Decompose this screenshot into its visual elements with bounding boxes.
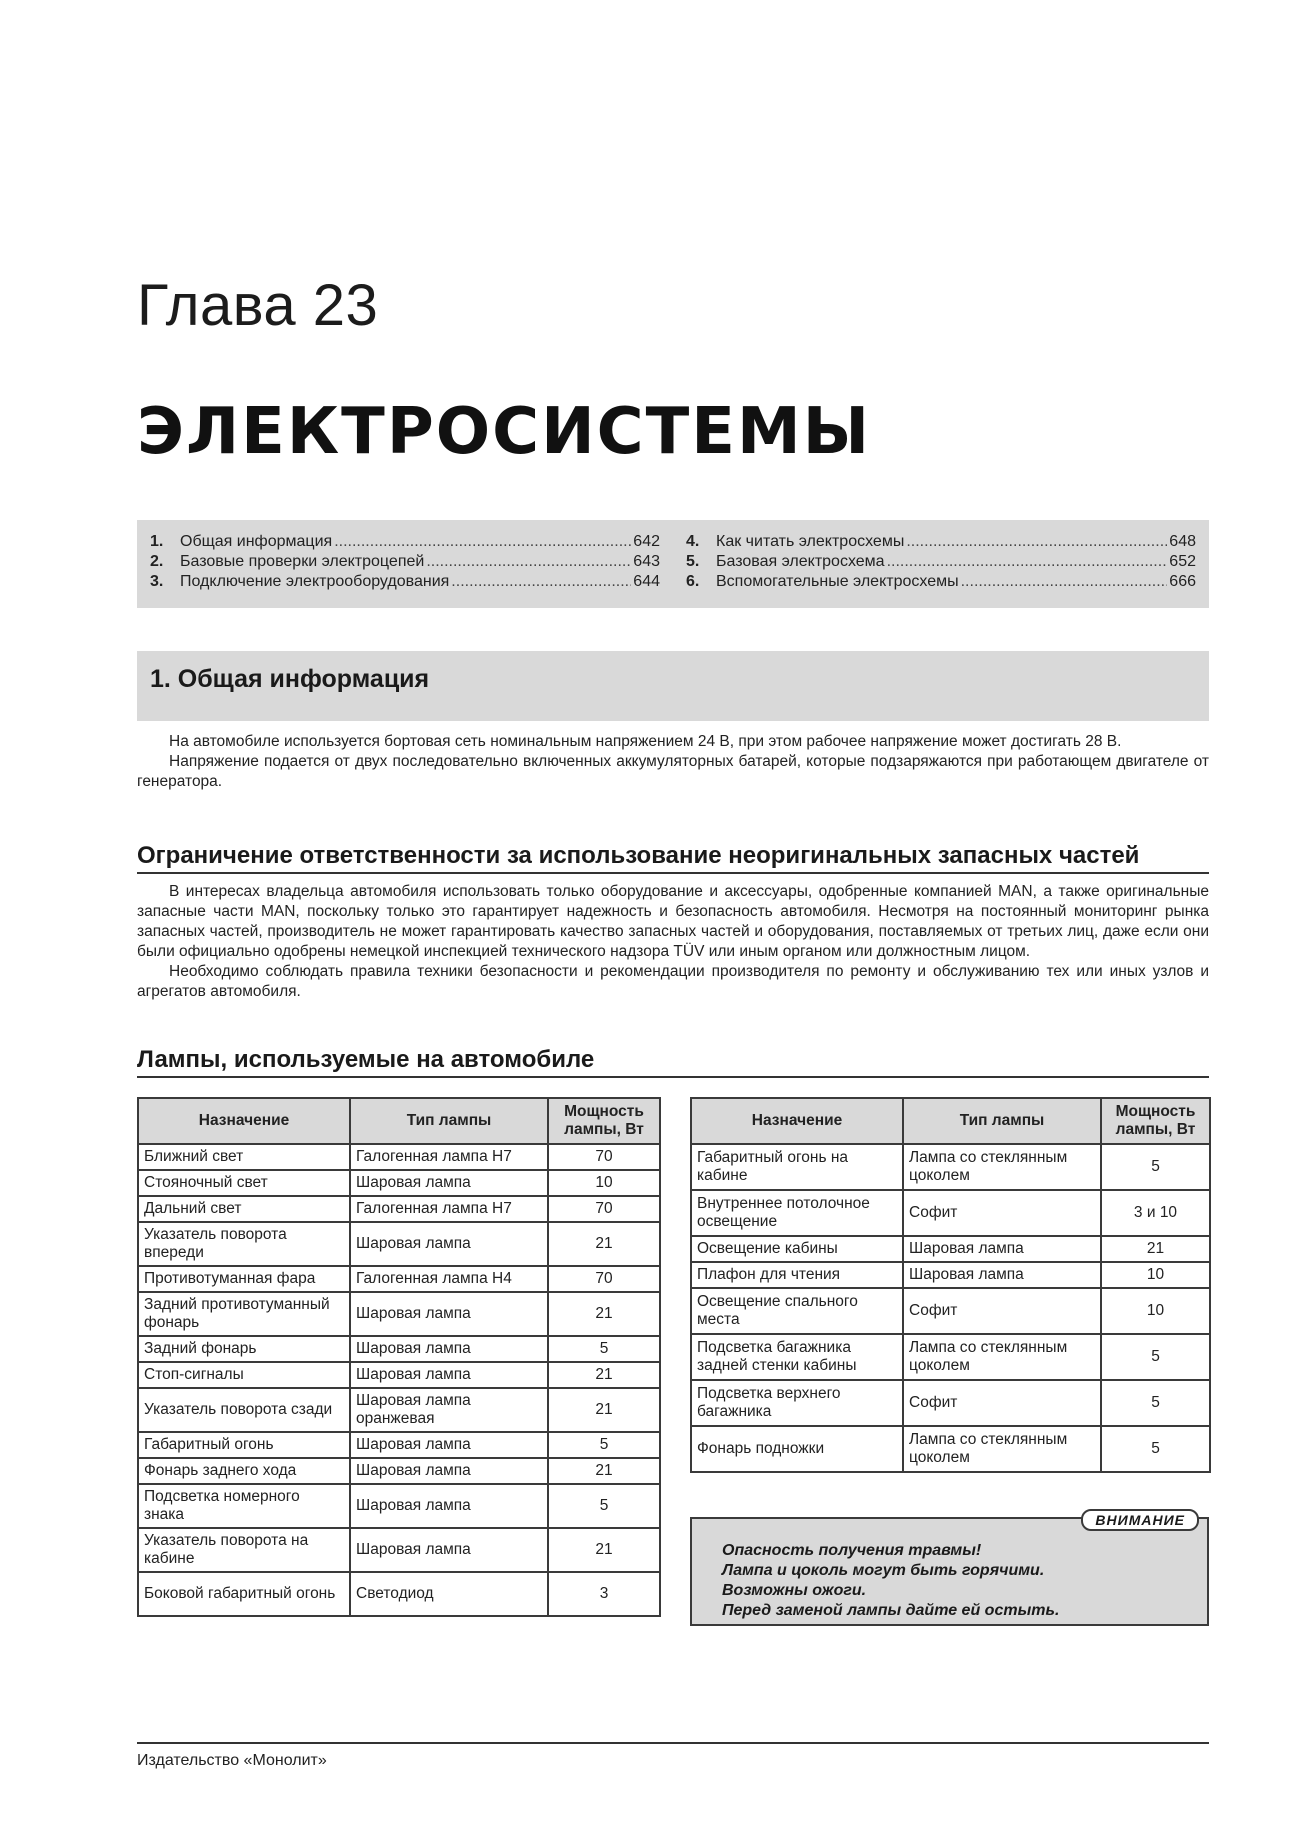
table-row	[138, 1388, 660, 1432]
section-title: 1. Общая информация	[150, 665, 430, 693]
cell-purpose: Боковой габаритный огонь	[138, 1572, 350, 1616]
cell-power: 5	[548, 1336, 660, 1362]
chapter-title: ЭЛЕКТРОСИСТЕМЫ	[137, 395, 871, 469]
cell-purpose: Указатель поворота впереди	[138, 1222, 350, 1266]
toc-entry[interactable]	[150, 552, 660, 572]
cell-power: 70	[548, 1144, 660, 1170]
table-row	[691, 1190, 1210, 1236]
lamps-heading: Лампы, используемые на автомобиле	[137, 1046, 1209, 1078]
cell-lamp-type: Галогенная лампа Н4	[350, 1266, 548, 1292]
toc-leader	[961, 572, 1168, 592]
cell-power: 10	[1101, 1262, 1210, 1288]
toc-entry-page: 652	[1169, 553, 1196, 570]
cell-power: 21	[548, 1528, 660, 1572]
cell-lamp-type: Шаровая лампа	[903, 1236, 1101, 1262]
cell-purpose: Стояночный свет	[138, 1170, 350, 1196]
publisher-footer: Издательство «Монолит»	[137, 1752, 327, 1769]
column-header-purpose: Назначение	[691, 1098, 903, 1144]
toc-entry-page: 642	[633, 533, 660, 550]
lamps-table-body	[691, 1144, 1210, 1472]
footer-divider	[137, 1742, 1209, 1744]
cell-purpose: Внутреннее потолочное освещение	[691, 1190, 903, 1236]
cell-purpose: Подсветка верхнего багажника	[691, 1380, 903, 1426]
cell-lamp-type: Лампа со стеклянным цоколем	[903, 1144, 1101, 1190]
cell-lamp-type: Шаровая лампа	[350, 1458, 548, 1484]
cell-lamp-type: Шаровая лампа	[350, 1528, 548, 1572]
toc-entry[interactable]	[150, 572, 660, 592]
warning-line: Возможны ожоги.	[722, 1582, 867, 1599]
warning-text	[722, 1541, 1059, 1621]
table-row	[138, 1222, 660, 1266]
lamps-table-right	[690, 1097, 1211, 1473]
warning-line: Опасность получения травмы!	[722, 1542, 982, 1559]
cell-power: 21	[548, 1458, 660, 1484]
table-row	[691, 1144, 1210, 1190]
cell-purpose: Дальний свет	[138, 1196, 350, 1222]
toc-entry-title: Подключение электрооборудования	[180, 573, 450, 590]
cell-power: 3 и 10	[1101, 1190, 1210, 1236]
column-header-purpose: Назначение	[138, 1098, 350, 1144]
table-row	[138, 1266, 660, 1292]
cell-power: 5	[1101, 1380, 1210, 1426]
lamps-table-body	[138, 1144, 660, 1616]
toc-entry-title: Базовые проверки электроцепей	[180, 553, 425, 570]
table-row	[691, 1380, 1210, 1426]
toc-entry-number: 2.	[150, 553, 164, 570]
cell-purpose: Задний фонарь	[138, 1336, 350, 1362]
chapter-contents	[137, 520, 1209, 608]
table-row	[138, 1572, 660, 1616]
cell-power: 21	[548, 1292, 660, 1336]
warning-badge: ВНИМАНИЕ	[1081, 1509, 1199, 1531]
cell-power: 21	[1101, 1236, 1210, 1262]
table-row	[138, 1432, 660, 1458]
table-row	[691, 1334, 1210, 1380]
toc-entry-number: 3.	[150, 573, 164, 590]
cell-power: 5	[1101, 1144, 1210, 1190]
table-row	[691, 1426, 1210, 1472]
cell-lamp-type: Софит	[903, 1288, 1101, 1334]
cell-power: 5	[1101, 1426, 1210, 1472]
table-row	[138, 1196, 660, 1222]
cell-purpose: Плафон для чтения	[691, 1262, 903, 1288]
toc-entry-title: Как читать электросхемы	[716, 533, 905, 550]
warning-line: Перед заменой лампы дайте ей остыть.	[722, 1602, 1060, 1619]
toc-column-left	[150, 532, 660, 608]
liability-heading: Ограничение ответственности за использование неоригинальных запасных частей	[137, 842, 1209, 874]
chapter-label: Глава 23	[137, 273, 379, 338]
cell-purpose: Указатель поворота на кабине	[138, 1528, 350, 1572]
cell-lamp-type: Шаровая лампа	[350, 1432, 548, 1458]
cell-purpose: Задний противотуманный фонарь	[138, 1292, 350, 1336]
table-row	[138, 1528, 660, 1572]
toc-entry[interactable]	[150, 532, 660, 552]
cell-lamp-type: Лампа со стеклянным цоколем	[903, 1334, 1101, 1380]
cell-lamp-type: Шаровая лампа	[350, 1222, 548, 1266]
table-row	[138, 1144, 660, 1170]
cell-lamp-type: Шаровая лампа	[350, 1170, 548, 1196]
cell-purpose: Противотуманная фара	[138, 1266, 350, 1292]
cell-lamp-type: Галогенная лампа Н7	[350, 1144, 548, 1170]
toc-leader	[906, 532, 1167, 552]
paragraph: На автомобиле используется бортовая сеть номинальным напряжением 24 В, при этом рабочее напряжение может достигать 28 В.	[169, 733, 1122, 750]
paragraph: Необходимо соблюдать правила техники безопасности и рекомендации производителя по ремонту и обслуживанию тех или иных узлов и агрегатов автомобиля.	[137, 963, 1209, 1000]
cell-lamp-type: Лампа со стеклянным цоколем	[903, 1426, 1101, 1472]
table-row	[138, 1336, 660, 1362]
table-row	[138, 1292, 660, 1336]
warning-line: Лампа и цоколь могут быть горячими.	[722, 1562, 1045, 1579]
toc-entry-number: 5.	[686, 553, 700, 570]
paragraph: В интересах владельца автомобиля использовать только оборудование и аксессуары, одобренные компанией MAN, а также оригинальные запасные части MAN, поскольку только это гарантирует надежность и безопасность автомобиля. Несмотря на постоянный мониторинг рынка запасных частей, производитель не может гарантировать качество запасных частей и оборудования, поставляемых от третьих лиц, даже если они были официально одобрены немецкой инспекцией технического надзора TÜV или иным органом или должностным лицом.	[137, 883, 1209, 960]
cell-lamp-type: Шаровая лампа	[350, 1484, 548, 1528]
toc-entry-title: Базовая электросхема	[716, 553, 885, 570]
toc-entry[interactable]	[686, 572, 1196, 592]
table-row	[138, 1170, 660, 1196]
toc-entry-number: 1.	[150, 533, 164, 550]
toc-leader	[887, 552, 1168, 572]
toc-entry-page: 648	[1169, 533, 1196, 550]
table-row	[138, 1362, 660, 1388]
toc-entry[interactable]	[686, 532, 1196, 552]
toc-leader	[426, 552, 631, 572]
cell-lamp-type: Галогенная лампа Н7	[350, 1196, 548, 1222]
toc-leader	[334, 532, 631, 552]
warning-box	[690, 1512, 1209, 1626]
toc-entry-page: 666	[1169, 573, 1196, 590]
table-row	[138, 1458, 660, 1484]
cell-lamp-type: Шаровая лампа	[350, 1336, 548, 1362]
liability-text	[137, 882, 1209, 1002]
cell-lamp-type: Шаровая лампа	[350, 1292, 548, 1336]
toc-column-right	[686, 532, 1196, 608]
cell-power: 5	[548, 1432, 660, 1458]
section-heading-banner	[137, 651, 1209, 721]
cell-power: 21	[548, 1388, 660, 1432]
cell-purpose: Освещение кабины	[691, 1236, 903, 1262]
cell-purpose: Подсветка номерного знака	[138, 1484, 350, 1528]
cell-power: 21	[548, 1222, 660, 1266]
cell-lamp-type: Шаровая лампа оранжевая	[350, 1388, 548, 1432]
cell-purpose: Габаритный огонь на кабине	[691, 1144, 903, 1190]
cell-power: 5	[1101, 1334, 1210, 1380]
paragraph: Напряжение подается от двух последовательно включенных аккумуляторных батарей, которые подзаряжаются при работающем двигателе от генератора.	[137, 753, 1209, 790]
cell-purpose: Ближний свет	[138, 1144, 350, 1170]
cell-purpose: Указатель поворота сзади	[138, 1388, 350, 1432]
cell-purpose: Освещение спального места	[691, 1288, 903, 1334]
cell-purpose: Фонарь подножки	[691, 1426, 903, 1472]
cell-power: 3	[548, 1572, 660, 1616]
cell-power: 5	[548, 1484, 660, 1528]
cell-purpose: Стоп-сигналы	[138, 1362, 350, 1388]
cell-power: 10	[1101, 1288, 1210, 1334]
cell-purpose: Подсветка багажника задней стенки кабины	[691, 1334, 903, 1380]
toc-entry-page: 644	[633, 573, 660, 590]
table-row	[691, 1288, 1210, 1334]
column-header-type: Тип лампы	[350, 1098, 548, 1144]
column-header-power: Мощность лампы, Вт	[548, 1098, 660, 1144]
table-header-row	[691, 1098, 1210, 1144]
cell-power: 70	[548, 1196, 660, 1222]
toc-entry-page: 643	[633, 553, 660, 570]
cell-purpose: Фонарь заднего хода	[138, 1458, 350, 1484]
toc-entry-title: Вспомогательные электросхемы	[716, 573, 959, 590]
table-row	[138, 1484, 660, 1528]
table-row	[691, 1236, 1210, 1262]
toc-leader	[451, 572, 631, 592]
cell-power: 10	[548, 1170, 660, 1196]
cell-power: 21	[548, 1362, 660, 1388]
table-row	[691, 1262, 1210, 1288]
cell-power: 70	[548, 1266, 660, 1292]
toc-entry[interactable]	[686, 552, 1196, 572]
cell-lamp-type: Шаровая лампа	[903, 1262, 1101, 1288]
cell-purpose: Габаритный огонь	[138, 1432, 350, 1458]
table-header-row	[138, 1098, 660, 1144]
general-info-text	[137, 732, 1209, 792]
toc-entry-number: 6.	[686, 573, 700, 590]
cell-lamp-type: Софит	[903, 1380, 1101, 1426]
column-header-type: Тип лампы	[903, 1098, 1101, 1144]
cell-lamp-type: Шаровая лампа	[350, 1362, 548, 1388]
toc-entry-title: Общая информация	[180, 533, 333, 550]
lamps-table-left	[137, 1097, 661, 1617]
column-header-power: Мощность лампы, Вт	[1101, 1098, 1210, 1144]
toc-entry-number: 4.	[686, 533, 700, 550]
cell-lamp-type: Софит	[903, 1190, 1101, 1236]
cell-lamp-type: Светодиод	[350, 1572, 548, 1616]
